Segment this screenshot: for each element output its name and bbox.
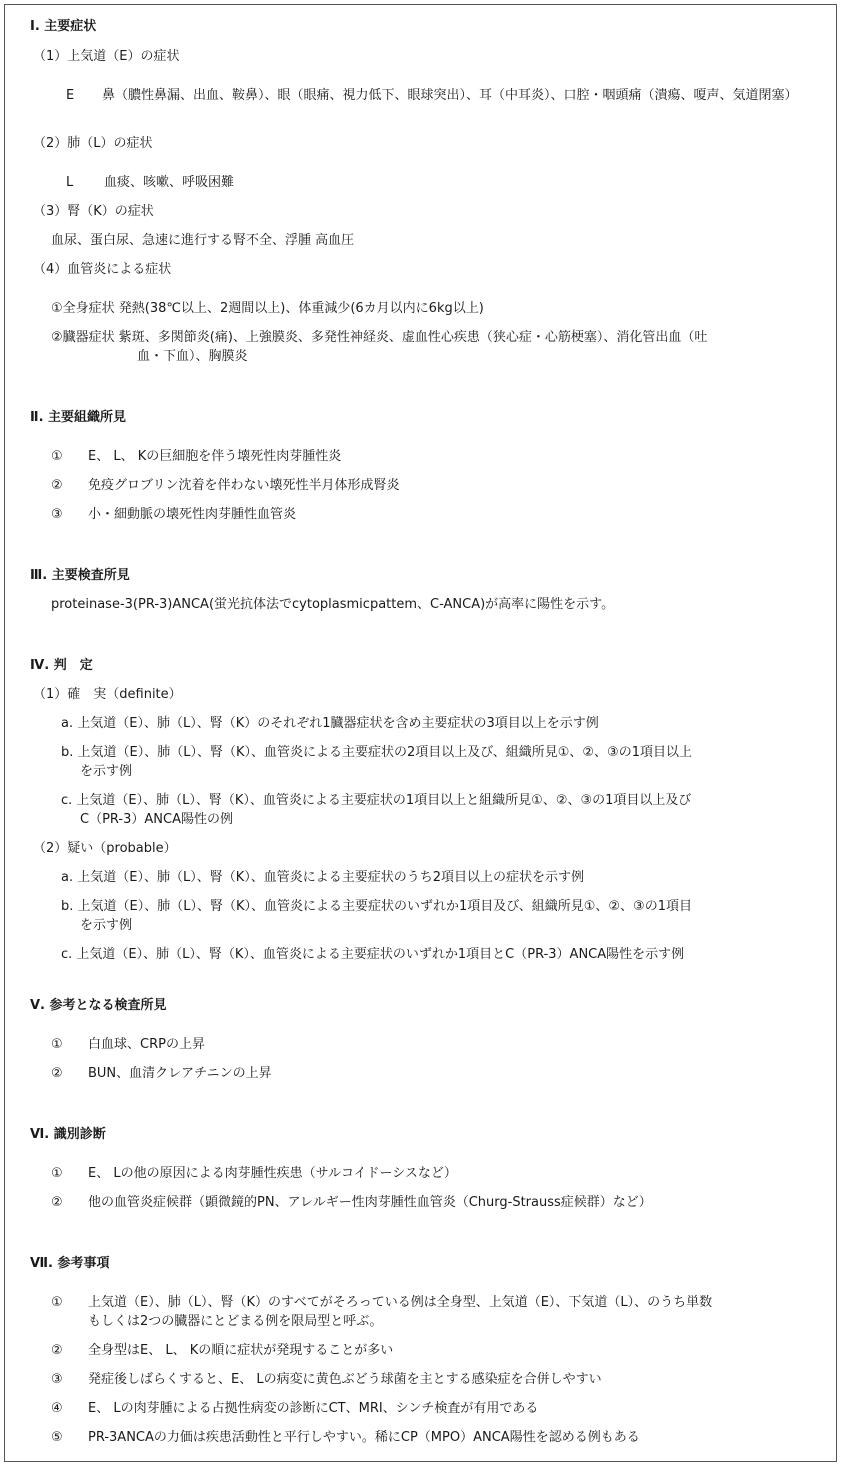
s7-item-num: ③	[51, 1372, 63, 1387]
s2-item-text: E、 L、 Kの巨細胞を伴う壊死性肉芽腫性炎	[88, 449, 342, 464]
s2-item-text: 小・細動脈の壊死性肉芽腫性血管炎	[88, 507, 297, 522]
s4-probable-a: a. 上気道（E）、肺（L）、腎（K）、血管炎による主要症状のうち2項目以上の症状を示す例	[61, 870, 584, 885]
s4-sub2: （2）疑い（probable）	[33, 841, 177, 856]
s6-item-num: ②	[51, 1195, 63, 1210]
section-7-heading: Ⅶ. 参考事項	[30, 1256, 110, 1271]
s6-item-num: ①	[51, 1166, 63, 1181]
s4-definite-b1: b. 上気道（E）、肺（L）、腎（K）、血管炎による主要症状の2項目以上及び、組織所見①、②、③の1項目以上	[61, 745, 692, 760]
s6-item-text: E、 Lの他の原因による肉芽腫性疾患（サルコイドーシスなど）	[88, 1166, 457, 1181]
s7-item-num: ①	[51, 1295, 63, 1310]
s1-l-text: 血痰、咳嗽、呼吸困難	[104, 175, 235, 190]
s7-item-text: PR-3ANCAの力価は疾患活動性と平行しやすい。稀にCP（MPO）ANCA陽性を認める例もある	[88, 1430, 640, 1445]
s1-v1: ①全身症状 発熱(38℃以上、2週間以上)、体重減少(6カ月以内に6kg以上)	[51, 301, 484, 316]
s4-definite-b2: を示す例	[80, 764, 133, 779]
s1-v2b: 血・下血）、胸膜炎	[137, 349, 248, 364]
s2-item-num: ③	[51, 507, 63, 522]
s4-probable-c: c. 上気道（E）、肺（L）、腎（K）、血管炎による主要症状のいずれか1項目とC（PR-3）ANCA陽性を示す例	[61, 947, 685, 962]
s2-item-num: ①	[51, 449, 63, 464]
s1-sub4: （4）血管炎による症状	[33, 262, 172, 277]
section-1-heading: Ⅰ. 主要症状	[30, 19, 97, 34]
s7-item-text: 発症後しばらくすると、E、 Lの病変に黄色ぶどう球菌を主とする感染症を合併しやすい	[88, 1372, 602, 1387]
s4-definite-a: a. 上気道（E）、肺（L）、腎（K）のそれぞれ1臓器症状を含め主要症状の3項目以上を示す例	[61, 716, 599, 731]
s7-item1-line2: もしくは2つの臓器にとどまる例を限局型と呼ぶ。	[88, 1314, 383, 1329]
s2-item-text: 免疫グロブリン沈着を伴わない壊死性半月体形成腎炎	[88, 478, 400, 493]
s7-item-num: ②	[51, 1343, 63, 1358]
s7-item-text: 全身型はE、 L、 Kの順に症状が発現することが多い	[88, 1343, 394, 1358]
s5-item-text: BUN、血清クレアチニンの上昇	[88, 1066, 272, 1081]
s1-l-mark: L	[66, 175, 74, 190]
s5-item-num: ②	[51, 1066, 63, 1081]
s4-sub1: （1）確 実（definite）	[33, 687, 182, 702]
s2-item-num: ②	[51, 478, 63, 493]
section-2-heading: Ⅱ. 主要組織所見	[30, 410, 127, 425]
s1-k-text: 血尿、蛋白尿、急速に進行する腎不全、浮腫 高血圧	[51, 233, 355, 248]
s1-sub3: （3）腎（K）の症状	[33, 204, 154, 219]
s5-item-text: 白血球、CRPの上昇	[88, 1037, 205, 1052]
s1-sub1: （1）上気道（E）の症状	[33, 49, 180, 64]
s4-probable-b1: b. 上気道（E）、肺（L）、腎（K）、血管炎による主要症状のいずれか1項目及び、組織所見①、②、③の1項目	[61, 899, 692, 914]
s7-item-num: ⑤	[51, 1430, 63, 1445]
s7-item-text: E、 Lの肉芽腫による占拠性病変の診断にCT、MRI、シンチ検査が有用である	[88, 1401, 539, 1416]
s6-item-text: 他の血管炎症候群（顕微鏡的PN、アレルギー性肉芽腫性血管炎（Churg-Strauss症候群）など）	[88, 1195, 652, 1210]
s1-e-text: 鼻（膿性鼻漏、出血、鞍鼻）、眼（眼痛、視力低下、眼球突出）、耳（中耳炎）、口腔・咽頭痛（潰瘍、嗄声、気道閉塞）	[102, 88, 798, 103]
s7-item-num: ④	[51, 1401, 63, 1416]
section-3-heading: Ⅲ. 主要検査所見	[30, 568, 130, 583]
s5-item-num: ①	[51, 1037, 63, 1052]
section-5-heading: Ⅴ. 参考となる検査所見	[30, 998, 167, 1013]
s3-text: proteinase-3(PR-3)ANCA(蛍光抗体法でcytoplasmicpattem、C-ANCA)が高率に陽性を示す。	[51, 597, 615, 612]
s4-definite-c2: C（PR-3）ANCA陽性の例	[80, 812, 233, 827]
s1-v2a: ②臓器症状 紫斑、多関節炎(痛)、上強膜炎、多発性神経炎、虚血性心疾患（狭心症・心筋梗塞）、消化管出血（吐	[51, 330, 708, 345]
s1-sub2: （2）肺（L）の症状	[33, 136, 153, 151]
section-4-heading: Ⅳ. 判 定	[30, 658, 93, 673]
section-6-heading: Ⅵ. 識別診断	[30, 1127, 106, 1142]
s7-item1-line1: 上気道（E）、肺（L）、腎（K）のすべてがそろっている例は全身型、上気道（E）、下気道（L）、のうち単数	[88, 1295, 713, 1310]
s1-e-mark: E	[66, 88, 75, 103]
s4-definite-c1: c. 上気道（E）、肺（L）、腎（K）、血管炎による主要症状の1項目以上と組織所見①、②、③の1項目以上及び	[61, 793, 692, 808]
s4-probable-b2: を示す例	[80, 918, 133, 933]
